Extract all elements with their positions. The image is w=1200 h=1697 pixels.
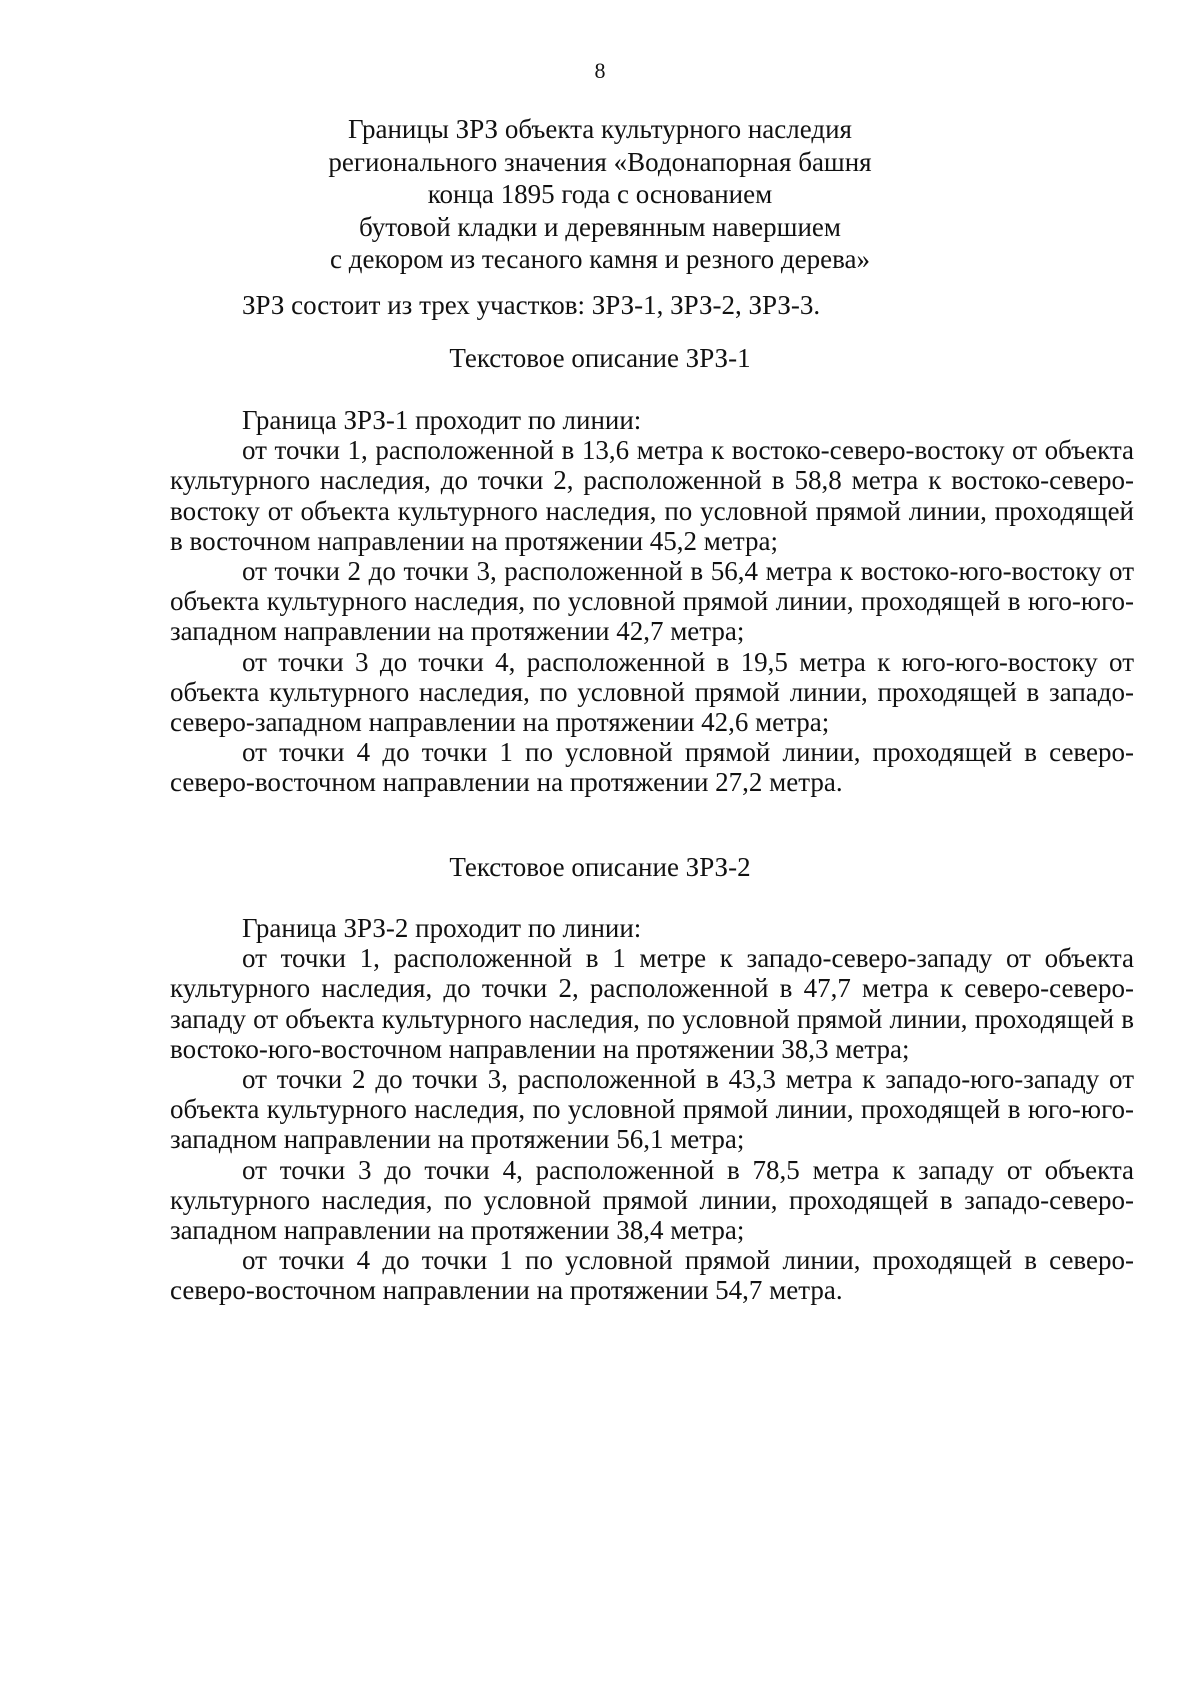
boundary-paragraph: от точки 2 до точки 3, расположенной в 43,3 метра к западо-юго-западу от объекта культурного наследия, по условной прямой линии, проходящей в юго-юго-западном направлении на протяжении 56,1 метра; <box>170 1064 1134 1155</box>
section-heading-zrz1: Текстовое описание ЗРЗ-1 <box>449 343 751 373</box>
section-lead: Граница ЗРЗ-2 проходит по линии: <box>242 913 642 943</box>
boundary-paragraph: от точки 2 до точки 3, расположенной в 56,4 метра к востоко-юго-востоку от объекта культурного наследия, по условной прямой линии, проходящей в юго-юго-западном направлении на протяжении 42,7 метра; <box>170 556 1134 647</box>
title-line: бутовой кладки и деревянным навершием <box>359 211 841 242</box>
section-lead: Граница ЗРЗ-1 проходит по линии: <box>242 405 642 435</box>
boundary-paragraph: от точки 1, расположенной в 13,6 метра к востоко-северо-востоку от объекта культурного наследия, до точки 2, расположенной в 58,8 метра к востоко-северо-востоку от объекта культурного наследия, по условной прямой линии, проходящей в восточном направлении на протяжении 45,2 метра; <box>170 435 1134 556</box>
page-number: 8 <box>594 58 606 83</box>
boundary-paragraph: от точки 3 до точки 4, расположенной в 19,5 метра к юго-юго-востоку от объекта культурного наследия, по условной прямой линии, проходящей в западо-северо-западном направлении на протяжении 42,6 метра; <box>170 646 1134 738</box>
intro-paragraph: ЗРЗ состоит из трех участков: ЗРЗ-1, ЗРЗ-2, ЗРЗ-3. <box>242 290 821 320</box>
boundary-paragraph: от точки 1, расположенной в 1 метре к западо-северо-западу от объекта культурного наследия, до точки 2, расположенной в 47,7 метра к северо-северо-западу от объекта культурного наследия, по условной прямой линии, проходящей в востоко-юго-восточном направлении на протяжении 38,3 метра; <box>170 943 1134 1064</box>
section-body-zrz1 <box>170 405 1134 798</box>
title-line: регионального значения «Водонапорная башня <box>328 146 872 177</box>
boundary-paragraph: от точки 4 до точки 1 по условной прямой линии, проходящей в северо-северо-восточном направлении на протяжении 54,7 метра. <box>170 1245 1134 1306</box>
title-line: конца 1895 года с основанием <box>427 179 773 209</box>
section-body-zrz2 <box>170 913 1134 1306</box>
boundary-paragraph: от точки 4 до точки 1 по условной прямой линии, проходящей в северо-северо-восточном направлении на протяжении 27,2 метра. <box>170 737 1134 798</box>
title-line: Границы ЗРЗ объекта культурного наследия <box>348 114 852 144</box>
document-title <box>150 113 1050 276</box>
section-heading-zrz2: Текстовое описание ЗРЗ-2 <box>449 852 751 882</box>
title-line: с декором из тесаного камня и резного дерева» <box>330 244 870 274</box>
boundary-paragraph: от точки 3 до точки 4, расположенной в 78,5 метра к западу от объекта культурного наследия, по условной прямой линии, проходящей в западо-северо-западном направлении на протяжении 38,4 метра; <box>170 1154 1134 1246</box>
